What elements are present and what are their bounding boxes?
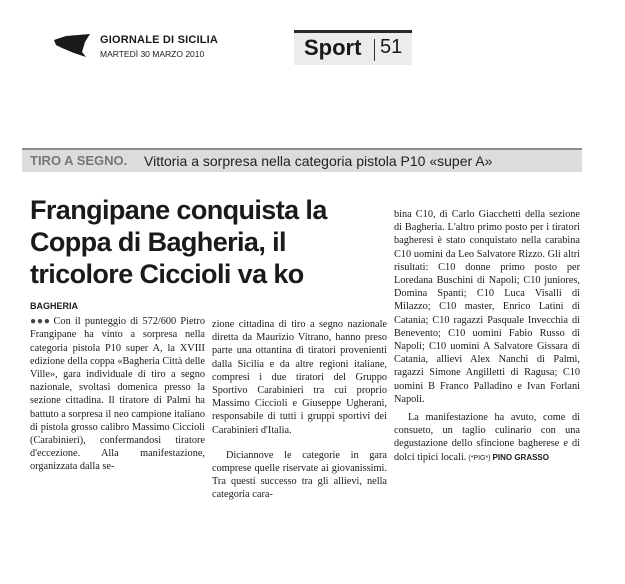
paragraph: bina C10, di Carlo Giacchetti della sezione di Bagheria. L'altro primo posto per i tiratori bagheresi è stato conquistato nella carabina C10 uomini da Leo Salvatore Rizzo. Gli altri risultati: C10 donne primo posto per Loredana Buschini di Napoli; C10 juniores, Domina Spanti; C10 Luca Visalli di Milazzo; C10 master, Enrico Latini di Catania; C10 ragazzi Pasquale Invecchia di Benevento; C10 uomini Fabio Russo di Napoli; C10 uomini A Salvatore Gissara di Catania, allievi Alex Nanchi di Palmi, ragazzi Simone Angilletti di Ragusa; C10 uomini B Franco Palladino e Ivan Forlani Napoli. bbox=[394, 209, 580, 405]
kicker-text: Vittoria a sorpresa nella categoria pistola P10 «super A» bbox=[144, 153, 493, 169]
section-tab bbox=[294, 30, 412, 65]
lead-dots: ●●● bbox=[30, 316, 51, 328]
newspaper-name: GIORNALE DI SICILIA bbox=[100, 34, 219, 46]
issue-date: MARTEDÌ 30 MARZO 2010 bbox=[100, 49, 205, 59]
article-column-3 bbox=[394, 208, 580, 465]
article-column-2 bbox=[212, 318, 387, 502]
page-header bbox=[0, 22, 625, 62]
author-name: PINO GRASSO bbox=[492, 452, 549, 462]
paragraph: zione cittadina di tiro a segno nazionale diretta da Maurizio Vitrano, hanno preso parte una ottantina di tiratori provenienti dalla Sicilia e da altre regioni italiane, compresi i due tiratori del Gruppo Sportivo Carabinieri tra cui proprio Massimo Ciccioli e Giuseppe Ugherani, responsabile di tutti i gruppi sportivi dei Carabinieri d'Italia. bbox=[212, 319, 387, 436]
column-1-text: Con il punteggio di 572/600 Pietro Frangipane ha vinto a sorpresa nella categoria pistola P10 super A, la XVIII edizione della coppa «Bagheria Città delle Ville», gara individuale di tiro a segno nazionale, svoltasi domenica presso la sezione cittadina. Il tiratore di Palmi ha battuto a sorpresa il neo campione italiano di pistola grosso calibro Massimo Ciccioli (Carabinieri), confermandosi tiratore d'eccezione. Alla manifestazione, organizzata dalla se- bbox=[30, 316, 205, 473]
closing-text: La manifestazione ha avuto, come di consueto, un taglio culinario con una degustazione dello sfincione bagherese e di dolci tipici locali. bbox=[394, 412, 580, 463]
article-column-1 bbox=[30, 300, 205, 474]
paragraph: Diciannove le categorie in gara comprese quelle riservate ai giovanissimi. Tra questi successo tra gli allievi, nella categoria cara- bbox=[212, 449, 387, 501]
section-label: Sport bbox=[304, 35, 362, 60]
paragraph bbox=[30, 315, 205, 473]
signature-code: (*PIG*) bbox=[468, 454, 491, 462]
sicily-logo-icon bbox=[52, 32, 92, 58]
dateline: BAGHERIA bbox=[30, 301, 79, 311]
section-divider bbox=[374, 39, 375, 61]
page-number: 51 bbox=[380, 36, 403, 58]
article bbox=[22, 148, 582, 558]
paragraph bbox=[394, 411, 580, 465]
kicker-bar bbox=[22, 148, 582, 172]
headline: Frangipane conquista la Coppa di Bagheria, il tricolore Ciccioli va ko bbox=[30, 195, 327, 289]
kicker-section: TIRO A SEGNO. bbox=[30, 153, 128, 168]
